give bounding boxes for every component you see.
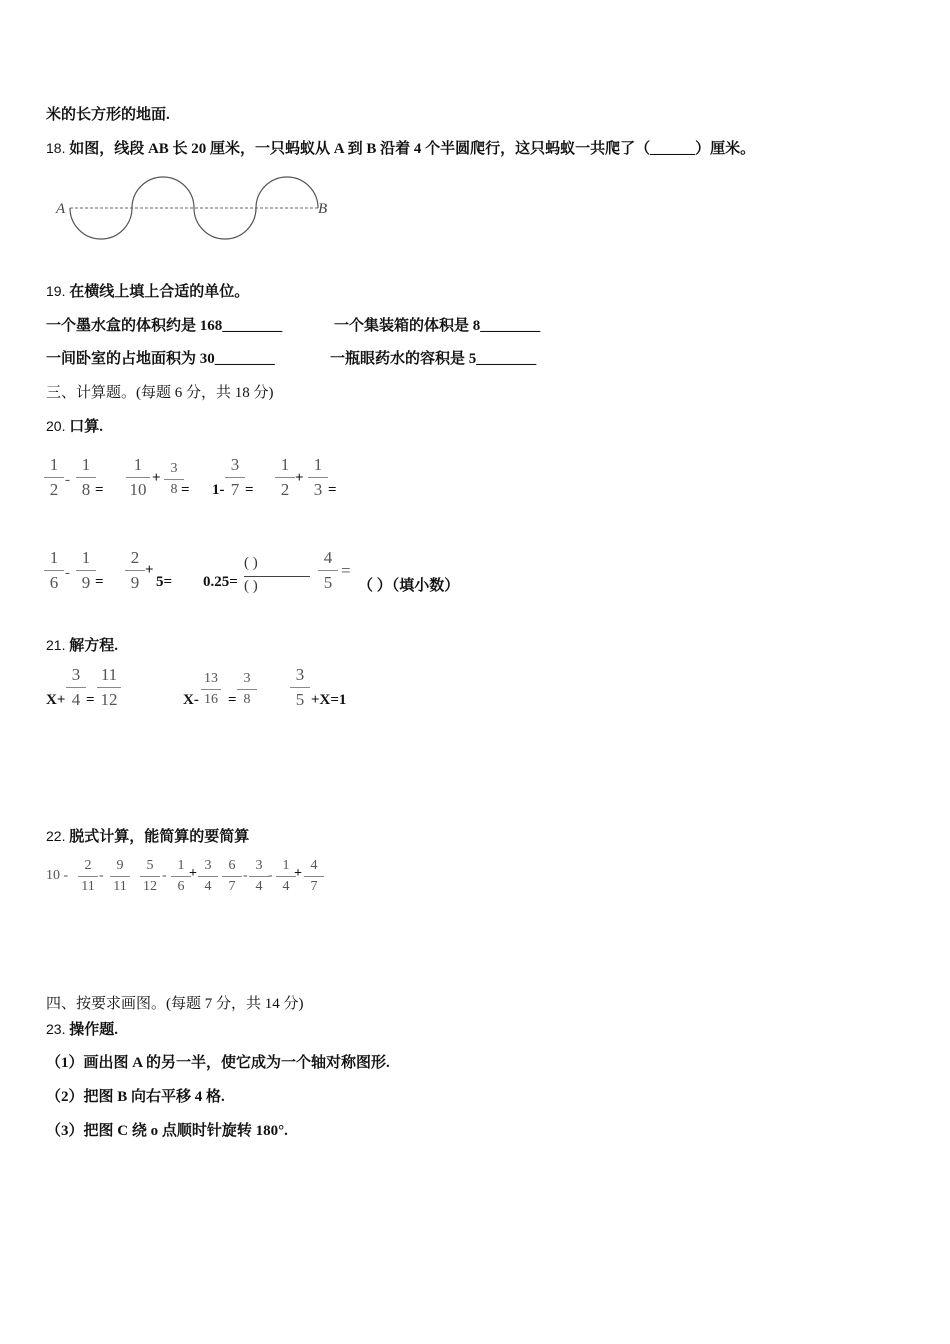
fraction: 3 4 [64, 665, 88, 710]
question-number: 23. [46, 1021, 66, 1037]
equals: = [95, 574, 104, 590]
fraction: 3 8 [162, 461, 186, 498]
fraction: 5 12 [138, 858, 162, 895]
fraction: 1 6 [42, 548, 66, 593]
fraction: 6 7 [220, 858, 244, 895]
operator: - [162, 868, 167, 883]
fraction: 3 8 [235, 671, 259, 708]
operator: + [189, 866, 197, 881]
fraction: 1 10 [124, 455, 152, 500]
prefix: 1- [212, 482, 225, 498]
fraction: 13 16 [199, 671, 223, 708]
blank-denominator: ( ) [244, 578, 258, 594]
semicircle-figure [50, 170, 340, 245]
q23-item-2: （2）把图 B 向右平移 4 格. [46, 1089, 225, 1105]
fraction: 1 8 [74, 455, 98, 500]
equals: = [245, 482, 254, 498]
equals: = [95, 482, 104, 498]
question-number: 19. [46, 283, 66, 299]
blank-numerator: ( ) [244, 555, 258, 571]
question-21 [46, 634, 118, 655]
operator: - [99, 868, 104, 883]
suffix: 5= [156, 574, 173, 590]
prefix: X+ [46, 692, 66, 708]
question-18 [46, 137, 755, 158]
q23-item-1: （1）画出图 A 的另一半，使它成为一个轴对称图形. [46, 1055, 390, 1071]
fraction: 1 3 [306, 455, 330, 500]
fraction: 3 5 [288, 665, 312, 710]
question-23 [46, 1018, 118, 1039]
fraction: 1 2 [42, 455, 66, 500]
continued-text: 米的长方形的地面. [46, 107, 170, 123]
label-a: A [56, 201, 66, 217]
operator: - [65, 472, 70, 488]
question-text: 在横线上填上合适的单位。 [69, 284, 250, 300]
fraction: 2 11 [76, 858, 100, 895]
question-20 [46, 415, 103, 436]
operator: + [145, 562, 154, 578]
fraction: 1 2 [273, 455, 297, 500]
fill-decimal-hint: （ ）（填小数） [358, 578, 460, 594]
q19-row2-left: 一间卧室的占地面积为 30________ [46, 351, 275, 367]
fraction: 1 9 [74, 548, 98, 593]
operator: + [295, 470, 304, 486]
equals: = [341, 561, 351, 580]
fraction: 4 7 [302, 858, 326, 895]
fraction: 9 11 [108, 858, 132, 895]
operator: - [268, 868, 273, 883]
question-number: 20. [46, 418, 66, 434]
operator: - [243, 868, 248, 883]
operator: - [65, 565, 70, 581]
prefix: 0.25= [203, 574, 238, 590]
fraction: 2 9 [123, 548, 147, 593]
question-number: 22. [46, 828, 66, 844]
equals: = [181, 482, 190, 498]
fraction: 3 4 [247, 858, 271, 895]
fraction-bar [244, 576, 310, 577]
question-text: 操作题. [69, 1022, 118, 1038]
q23-item-3: （3）把图 C 绕 o 点顺时针旋转 180°. [46, 1123, 288, 1139]
prefix: 10 - [46, 868, 69, 883]
operator: + [152, 470, 161, 486]
fraction: 4 5 [316, 548, 340, 593]
question-text: 如图，线段 AB 长 20 厘米，一只蚂蚁从 A 到 B 沿着 4 个半圆爬行，这只蚂蚁一共爬了（______）厘米。 [69, 141, 756, 157]
question-text: 解方程. [69, 638, 118, 654]
label-b: B [318, 201, 328, 217]
prefix: X- [183, 692, 199, 708]
equals: = [228, 692, 237, 708]
fraction: 1 6 [169, 858, 193, 895]
operator: + [294, 866, 302, 881]
question-number: 18. [46, 140, 66, 156]
suffix: +X=1 [311, 692, 347, 708]
equals: = [328, 482, 337, 498]
fraction: 3 4 [196, 858, 220, 895]
question-text: 口算. [69, 419, 103, 435]
question-22 [46, 825, 249, 846]
fraction: 11 12 [95, 665, 123, 710]
q19-row2-right: 一瓶眼药水的容积是 5________ [330, 351, 537, 367]
question-text: 脱式计算，能简算的要简算 [69, 829, 250, 845]
section-4-heading: 四、按要求画图。(每题 7 分，共 14 分) [46, 996, 304, 1012]
section-3-heading: 三、计算题。(每题 6 分，共 18 分) [46, 385, 274, 401]
fraction: 1 4 [274, 858, 298, 895]
equals: = [86, 692, 95, 708]
q19-row1-right: 一个集装箱的体积是 8________ [334, 318, 541, 334]
question-19 [46, 280, 249, 301]
fraction: 3 7 [223, 455, 247, 500]
question-number: 21. [46, 637, 66, 653]
q19-row1-left: 一个墨水盒的体积约是 168________ [46, 318, 283, 334]
